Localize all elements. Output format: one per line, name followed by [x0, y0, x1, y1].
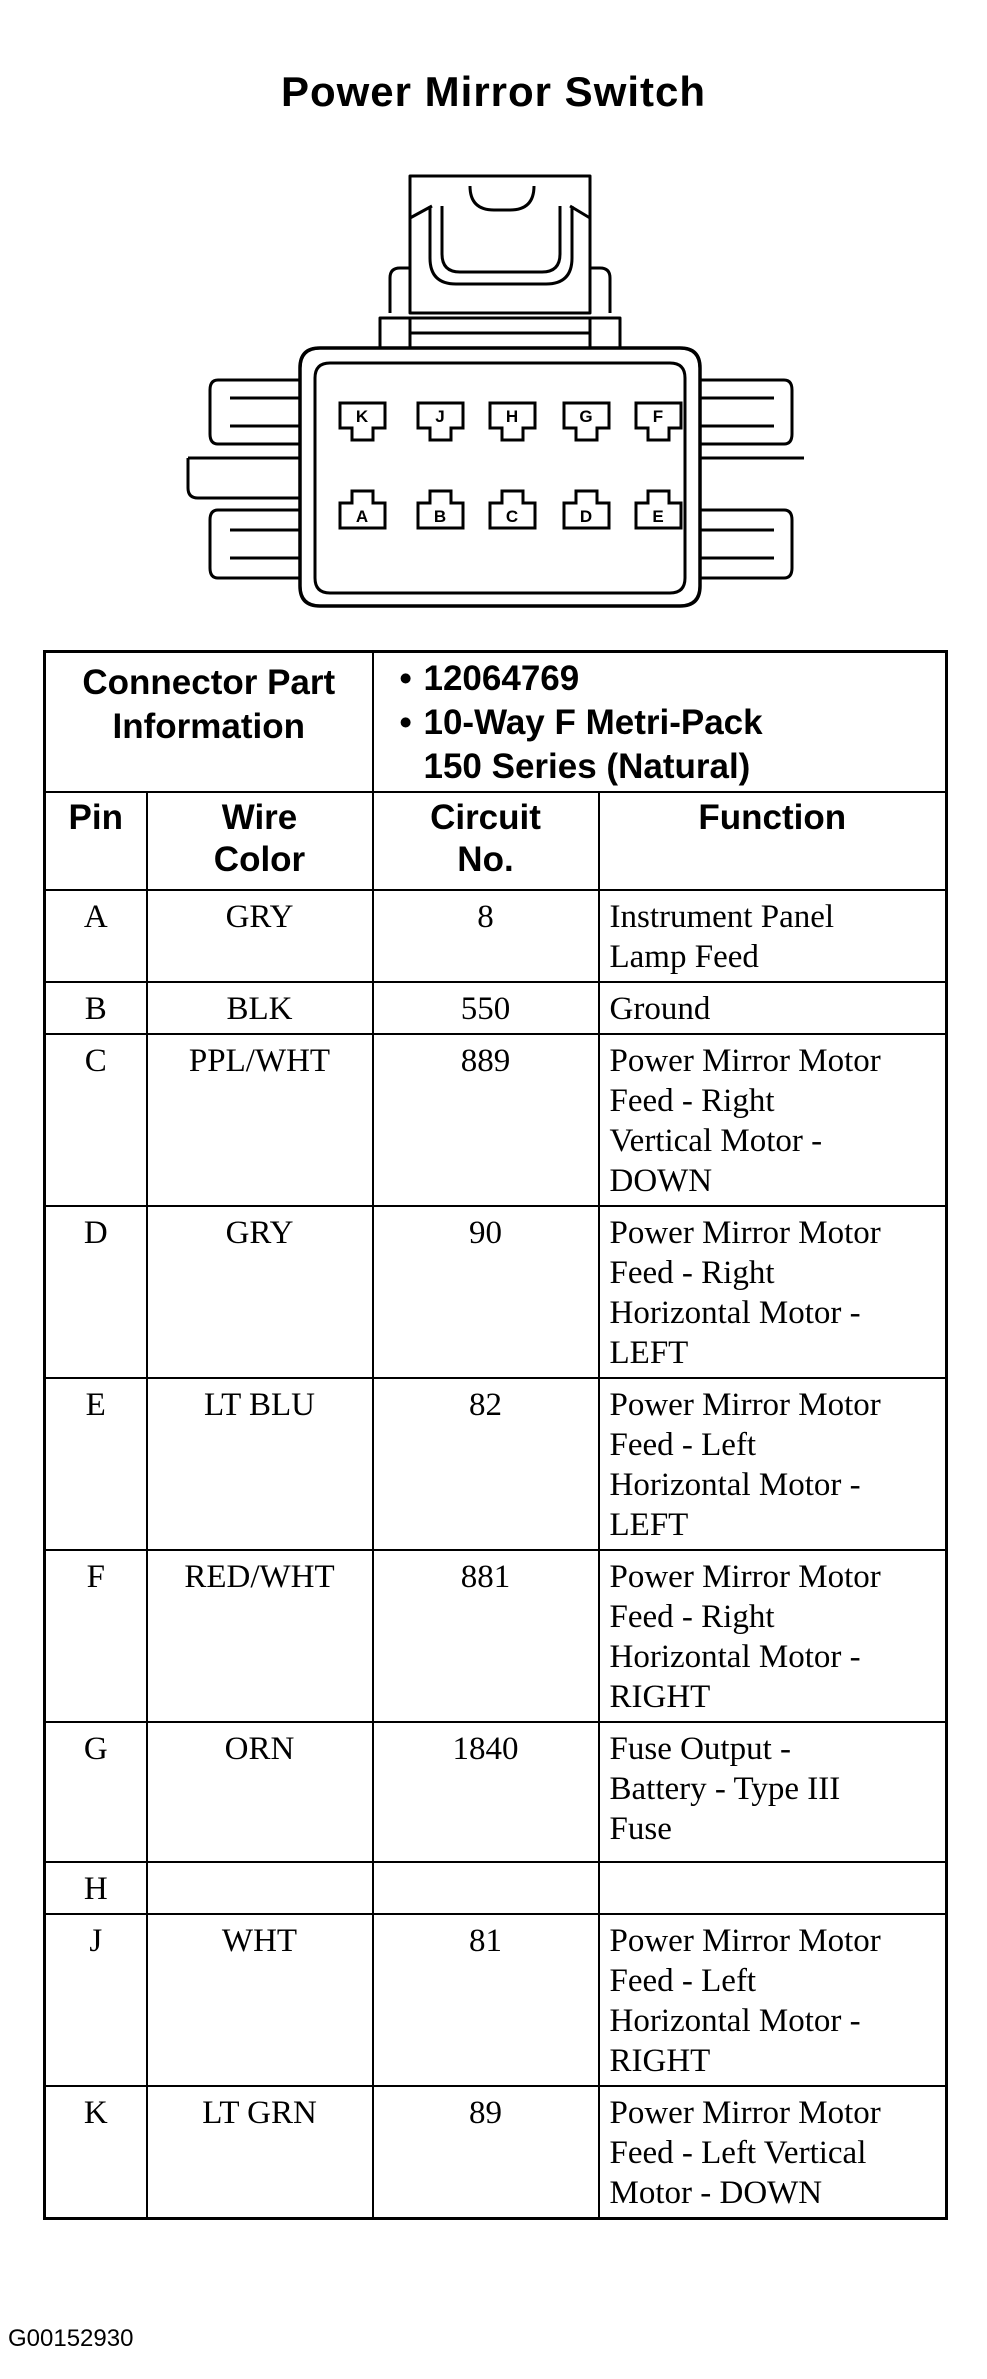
- pin-label-c: C: [505, 507, 519, 526]
- pin-cell: F: [45, 1550, 147, 1722]
- circuit-cell: 881: [373, 1550, 599, 1722]
- part-number-line: • 12064769: [399, 659, 580, 698]
- circuit-no-header: Circuit No.: [430, 798, 541, 879]
- function-cell: [599, 1550, 947, 1722]
- function-line: Feed - Right: [609, 1599, 775, 1635]
- wire-color-cell: GRY: [147, 1206, 373, 1378]
- column-header-row: [45, 792, 947, 890]
- pin-cell: C: [45, 1034, 147, 1206]
- function-line: LEFT: [609, 1507, 689, 1543]
- function-cell: [599, 2086, 947, 2219]
- function-line: Feed - Right: [609, 1255, 775, 1291]
- pin-cell: G: [45, 1722, 147, 1862]
- connector-description-1: 10-Way F Metri-Pack: [423, 703, 763, 742]
- table-row: [45, 1914, 947, 2086]
- function-line: Horizontal Motor -: [609, 1639, 861, 1675]
- function-line: Feed - Right: [609, 1083, 775, 1119]
- circuit-cell: 89: [373, 2086, 599, 2219]
- function-cell: [599, 1378, 947, 1550]
- function-line: Feed - Left: [609, 1963, 757, 1999]
- function-line: RIGHT: [609, 2043, 711, 2079]
- function-line: LEFT: [609, 1335, 689, 1371]
- table-row: [45, 982, 947, 1034]
- column-header-pin: Pin: [45, 792, 147, 890]
- pin-label-h: H: [505, 407, 519, 426]
- function-line: RIGHT: [609, 1679, 711, 1715]
- table-row: [45, 2086, 947, 2219]
- circuit-cell: 90: [373, 1206, 599, 1378]
- circuit-cell: 81: [373, 1914, 599, 2086]
- function-line: Feed - Left: [609, 1427, 757, 1463]
- function-line: Power Mirror Motor: [609, 1923, 881, 1959]
- function-line: Battery - Type III: [609, 1771, 841, 1807]
- column-header-wire-color: [147, 792, 373, 890]
- function-line: DOWN: [609, 1163, 713, 1199]
- pin-label-d: D: [579, 507, 593, 526]
- pin-cell: E: [45, 1378, 147, 1550]
- function-line: Horizontal Motor -: [609, 1467, 861, 1503]
- wire-color-cell: BLK: [147, 982, 373, 1034]
- wire-color-cell: RED/WHT: [147, 1550, 373, 1722]
- connector-diagram: [180, 158, 820, 628]
- function-line: Horizontal Motor -: [609, 1295, 861, 1331]
- wire-color-header: Wire Color: [213, 798, 306, 879]
- function-line: Power Mirror Motor: [609, 2095, 881, 2131]
- circuit-cell: 889: [373, 1034, 599, 1206]
- function-line: Power Mirror Motor: [609, 1215, 881, 1251]
- function-line: Lamp Feed: [609, 939, 759, 975]
- wire-color-cell: GRY: [147, 890, 373, 982]
- table-row: [45, 890, 947, 982]
- description-line: • 10-Way F Metri-Pack: [399, 703, 763, 742]
- pin-cell: K: [45, 2086, 147, 2219]
- table-row: [45, 1206, 947, 1378]
- pin-label-g: G: [579, 407, 593, 426]
- function-line: Power Mirror Motor: [609, 1387, 881, 1423]
- circuit-cell: 1840: [373, 1722, 599, 1862]
- circuit-cell: 8: [373, 890, 599, 982]
- function-line: Fuse: [609, 1811, 672, 1847]
- connector-info-label: Connector Part Information: [45, 652, 373, 793]
- function-cell: [599, 1722, 947, 1862]
- connector-face-drawing: [180, 158, 820, 628]
- part-number: 12064769: [423, 659, 580, 698]
- function-line: Instrument Panel: [609, 899, 835, 935]
- function-line: Ground: [609, 991, 711, 1027]
- function-cell: [599, 982, 947, 1034]
- wire-color-cell: LT GRN: [147, 2086, 373, 2219]
- function-line: Power Mirror Motor: [609, 1043, 881, 1079]
- wire-color-cell: WHT: [147, 1914, 373, 2086]
- description-line-2: 150 Series (Natural): [423, 747, 751, 786]
- column-header-function: Function: [599, 792, 947, 890]
- wire-color-cell: LT BLU: [147, 1378, 373, 1550]
- page-title: Power Mirror Switch: [280, 68, 707, 115]
- pin-label-e: E: [652, 507, 664, 526]
- function-cell: [599, 890, 947, 982]
- pin-label-k: K: [355, 407, 369, 426]
- pin-cell: J: [45, 1914, 147, 2086]
- pin-label-b: B: [433, 507, 447, 526]
- table-row: [45, 1550, 947, 1722]
- pin-cell: D: [45, 1206, 147, 1378]
- pin-cell: A: [45, 890, 147, 982]
- pin-cell: B: [45, 982, 147, 1034]
- connector-info-row: [45, 652, 947, 793]
- table-row: [45, 1378, 947, 1550]
- wire-color-cell: PPL/WHT: [147, 1034, 373, 1206]
- table-row: [45, 1722, 947, 1862]
- figure-code: G00152930: [8, 2325, 134, 2352]
- function-line: Horizontal Motor -: [609, 2003, 861, 2039]
- function-cell: [599, 1034, 947, 1206]
- pin-label-j: J: [435, 407, 445, 426]
- circuit-cell: [373, 1862, 599, 1914]
- column-header-circuit-no: [373, 792, 599, 890]
- function-line: Motor - DOWN: [609, 2175, 823, 2211]
- function-line: Power Mirror Motor: [609, 1559, 881, 1595]
- function-line: Feed - Left Vertical: [609, 2135, 867, 2171]
- function-cell: [599, 1206, 947, 1378]
- function-line: Vertical Motor -: [609, 1123, 823, 1159]
- table-row: [45, 1862, 947, 1914]
- circuit-cell: 550: [373, 982, 599, 1034]
- circuit-cell: 82: [373, 1378, 599, 1550]
- pin-label-a: A: [355, 507, 369, 526]
- connector-info-values: [373, 652, 947, 793]
- wire-color-cell: ORN: [147, 1722, 373, 1862]
- table-row: [45, 1034, 947, 1206]
- function-cell: [599, 1862, 947, 1914]
- wire-color-cell: [147, 1862, 373, 1914]
- function-line: Fuse Output -: [609, 1731, 791, 1767]
- function-cell: [599, 1914, 947, 2086]
- pin-cell: H: [45, 1862, 147, 1914]
- pin-label-f: F: [652, 407, 664, 426]
- connector-pinout-table: [43, 650, 948, 2220]
